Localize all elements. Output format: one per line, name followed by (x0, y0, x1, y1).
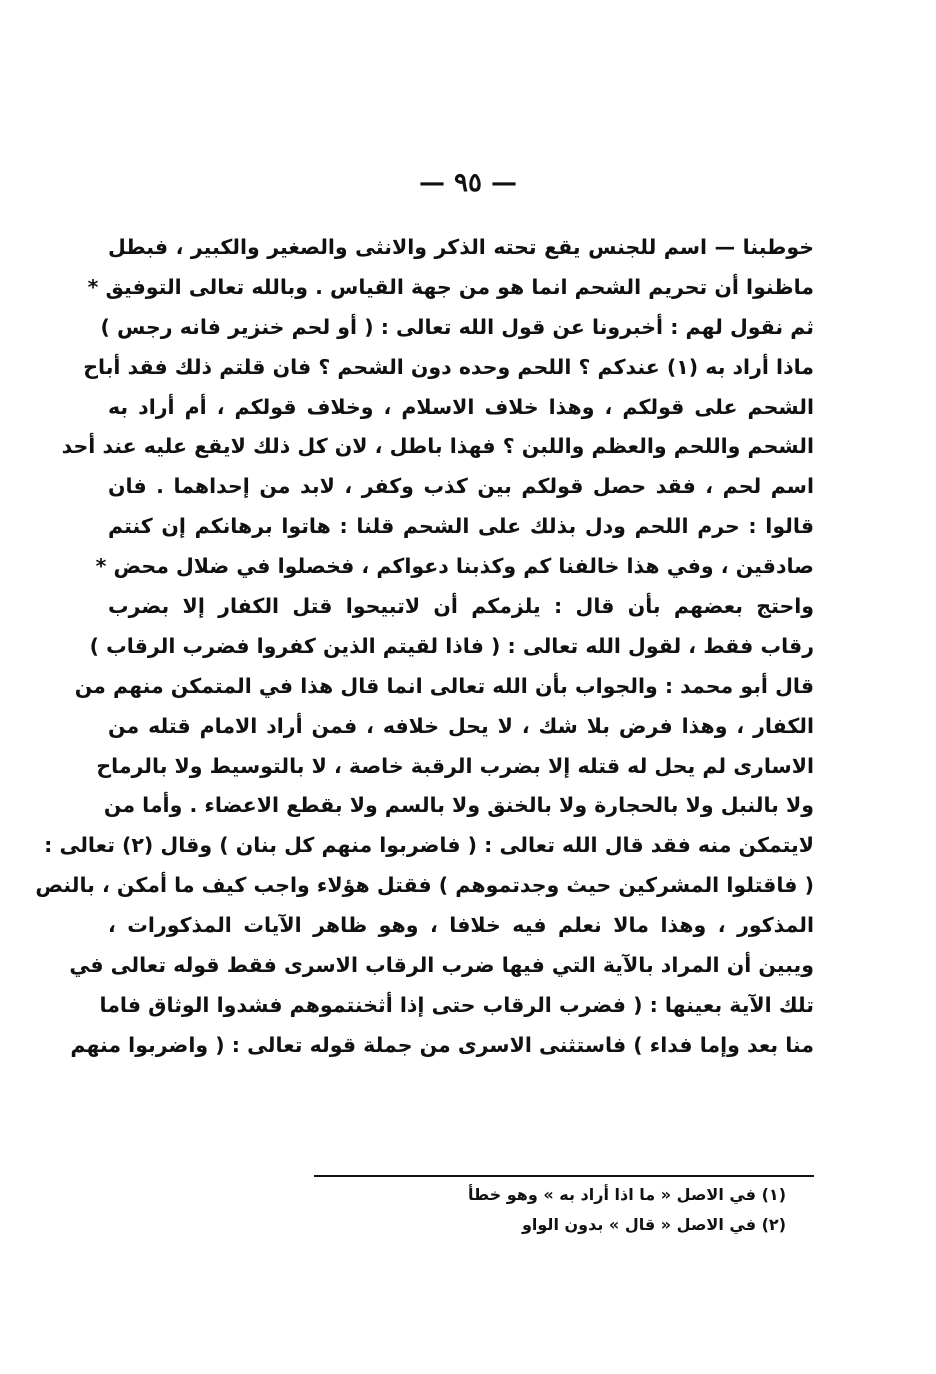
text-line: ويبين أن المراد بالآية التي فيها ضرب الرقاب الاسرى فقط قوله تعالى في (69, 953, 814, 978)
text-line: صادقين ، وفي هذا خالفنا كم وكذبنا دعواكم ، فخصلوا في ضلال محض * (95, 554, 814, 579)
text-line: قال أبو محمد : والجواب بأن الله تعالى انما قال هذا في المتمكن منهم من (74, 673, 814, 698)
footnotes (166, 1180, 786, 1240)
footnote-divider (314, 1175, 814, 1177)
footnote: (١) في الاصل « ما اذا أراد به » وهو خطأ (468, 1185, 786, 1204)
text-line: الشحم على قولكم ، وهذا خلاف الاسلام ، وخلاف قولكم ، أم أراد به (108, 394, 814, 419)
text-line: الكفار ، وهذا فرض بلا شك ، لا يحل خلافه ، فمن أراد الامام قتله من (108, 713, 814, 738)
text-line: واحتج بعضهم بأن قال : يلزمكم أن لاتبيحوا قتل الكفار إلا بضرب (108, 594, 814, 619)
text-line: ماظنوا أن تحريم الشحم انما هو من جهة القياس . وبالله تعالى التوفيق * (87, 274, 814, 299)
text-line: ماذا أراد به (١) عندكم ؟ اللحم وحده دون الشحم ؟ فان قلتم ذلك فقد أباح (83, 354, 814, 379)
page-number: — ٩٥ — (418, 168, 518, 198)
body-text (35, 228, 814, 1066)
text-line: المذكور ، وهذا مالا نعلم فيه خلافا ، وهو ظاهر الآيات المذكورات ، (108, 913, 814, 938)
text-line: الاسارى لم يحل له قتله إلا بضرب الرقبة خاصة ، لا بالتوسيط ولا بالرماح (96, 753, 814, 778)
text-line: قالوا : حرم اللحم ودل بذلك على الشحم قلنا : هاتوا برهانكم إن كنتم (108, 514, 814, 539)
text-line: الشحم واللحم والعظم واللبن ؟ فهذا باطل ، لان كل ذلك لايقع عليه عند أحد (61, 434, 814, 459)
text-line: خوطبنا — اسم للجنس يقع تحته الذكر والانثى والصغير والكبير ، فبطل (108, 235, 814, 259)
text-line: لايتمكن منه فقد قال الله تعالى : ( فاضربوا منهم كل بنان ) وقال (٢) تعالى : (44, 833, 814, 858)
text-line: رقاب فقط ، لقول الله تعالى : ( فاذا لقيتم الذين كفروا فضرب الرقاب ) (89, 633, 814, 658)
text-line: اسم لحم ، فقد حصل قولكم بين كذب وكفر ، لابد من إحداهما . فان (108, 474, 814, 499)
text-line: ( فاقتلوا المشركين حيث وجدتموهم ) فقتل هؤلاء واجب كيف ما أمكن ، بالنص (35, 873, 814, 898)
text-line: ثم نقول لهم : أخبرونا عن قول الله تعالى : ( أو لحم خنزير فانه رجس ) (100, 314, 814, 339)
text-line: تلك الآية بعينها : ( فضرب الرقاب حتى إذا أثخنتموهم فشدوا الوثاق فاما (99, 992, 814, 1017)
text-line: منا بعد وإما فداء ) فاستثنى الاسرى من جملة قوله تعالى : ( واضربوا منهم (70, 1032, 814, 1057)
text-line: ولا بالنبل ولا بالحجارة ولا بالخنق ولا بالسم ولا بقطع الاعضاء . وأما من (103, 793, 814, 818)
footnote: (٢) في الاصل « قال » بدون الواو (521, 1215, 786, 1234)
